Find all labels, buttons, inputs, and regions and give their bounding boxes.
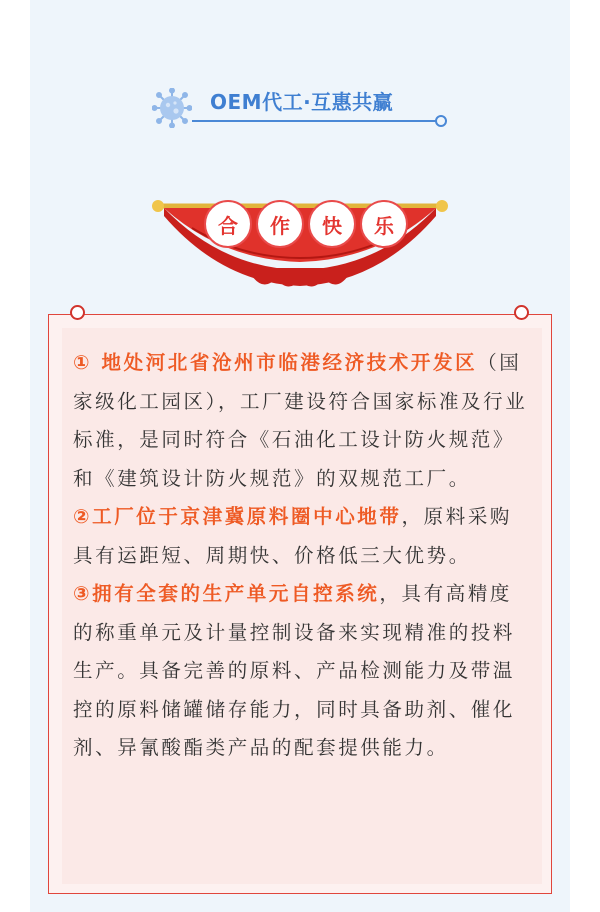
highlight-location: ① 地处河北省沧州市临港经济技术开发区 xyxy=(73,351,478,374)
text-logistics: ，原料采购具有运距短、周期快、价格低三大优势。 xyxy=(73,505,513,567)
content-text xyxy=(73,344,529,768)
paragraph-location xyxy=(73,344,529,498)
frame-corner-dot-right xyxy=(514,305,529,320)
ribbon-graphic xyxy=(152,188,448,298)
highlight-logistics: ②工厂位于京津冀原料圈中心地带 xyxy=(73,505,402,528)
text-control-system: ，具有高精度的称重单元及计量控制设备来实现精准的投料生产。具备完善的原料、产品检测能力及带温控的原料储罐储存能力，同时具备助剂、催化剂、异氰酸酯类产品的配套提供能力。 xyxy=(73,582,516,759)
title-line-end-dot xyxy=(435,115,447,127)
paragraph-control-system xyxy=(73,575,529,768)
frame-corner-dot-left xyxy=(70,305,85,320)
highlight-control-system: ③拥有全套的生产单元自控系统 xyxy=(73,582,380,605)
virus-icon xyxy=(152,88,192,128)
banner-char-4: 乐 xyxy=(360,200,408,248)
section-title: OEM代工·互惠共赢 xyxy=(210,90,394,114)
banner-char-2: 作 xyxy=(256,200,304,248)
cooperation-banner xyxy=(152,188,448,298)
banner-char-3: 快 xyxy=(308,200,356,248)
banner-char-1: 合 xyxy=(204,200,252,248)
text-location: （国家级化工园区），工厂建设符合国家标准及行业标准，是同时符合《石油化工设计防火规范》和《建筑设计防火规范》的双规范工厂。 xyxy=(73,351,528,490)
paragraph-logistics xyxy=(73,498,529,575)
section-header xyxy=(152,80,452,140)
title-underline xyxy=(192,120,436,122)
